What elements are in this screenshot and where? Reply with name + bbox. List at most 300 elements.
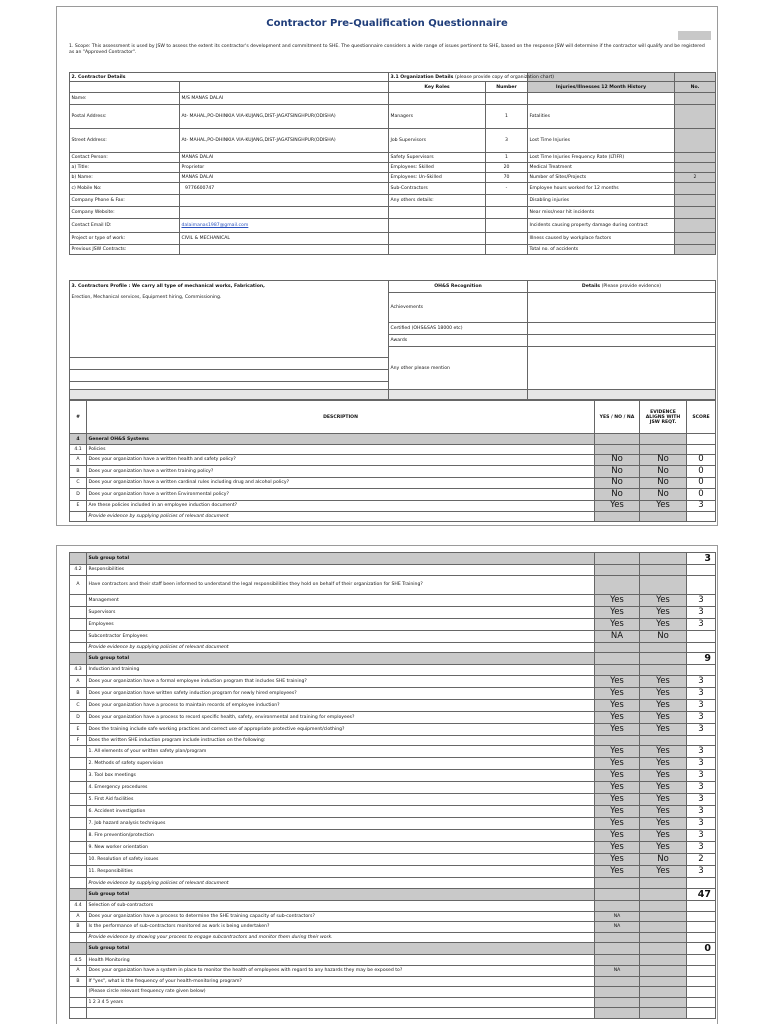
question-row <box>70 866 716 878</box>
row-score: 3 <box>687 770 716 782</box>
role-number <box>486 233 528 245</box>
row-number: B <box>70 687 87 699</box>
row-number <box>70 943 87 955</box>
answer-evidence: Yes <box>640 758 687 770</box>
answer-evidence <box>640 553 687 565</box>
row-number <box>70 1008 87 1019</box>
row-description: Does your organization have a process to record specific health, safety, environmental and training for employees? <box>87 711 595 723</box>
role-label: Employees: Skilled <box>389 163 486 173</box>
question-row <box>70 675 716 687</box>
role-label <box>389 207 486 219</box>
org-details-header: 3.1 Organization Details (please provide copy of organization chart) <box>390 74 555 80</box>
role-number: 70 <box>486 173 528 183</box>
row-number <box>70 594 87 606</box>
answer-evidence: Yes <box>640 500 687 512</box>
answer-evidence <box>640 997 687 1008</box>
answer-evidence <box>640 575 687 594</box>
answer-evidence: Yes <box>640 770 687 782</box>
details-label: Postal Address: <box>70 105 180 129</box>
row-description: Responsibilities <box>87 565 595 576</box>
row-description: 4. Emergency procedures <box>87 782 595 794</box>
answer-evidence: Yes <box>640 594 687 606</box>
injury-label: Employee hours worked for 12 months <box>528 183 675 195</box>
row-number <box>70 830 87 842</box>
answer-evidence <box>640 565 687 576</box>
row-score <box>687 932 716 943</box>
answer-evidence <box>640 987 687 998</box>
row-number: D <box>70 489 87 501</box>
row-score: 3 <box>687 699 716 711</box>
details-value <box>180 245 389 255</box>
row-description: Does your organization have a process to maintain records of employee induction? <box>87 699 595 711</box>
answer-yes-no-na <box>595 1008 640 1019</box>
row-score <box>687 665 716 676</box>
question-row <box>70 911 716 922</box>
injury-count <box>675 219 716 233</box>
row-score: 3 <box>687 687 716 699</box>
answer-evidence: Yes <box>640 723 687 735</box>
row-score <box>687 630 716 642</box>
injury-label: Number of Sites/Projects <box>528 173 675 183</box>
answer-evidence <box>640 922 687 933</box>
row-number <box>70 806 87 818</box>
row-description: Does the training include safe working practices and correct use of appropriate protective equipment/clothing? <box>87 723 595 735</box>
row-description: 8. Fire prevention/protection <box>87 830 595 842</box>
details-label: b) Name: <box>70 173 180 183</box>
injury-label <box>528 93 675 105</box>
row-description: Does your organization have a formal employee induction program that includes SHE training? <box>87 675 595 687</box>
row-score <box>687 965 716 976</box>
row-score <box>687 445 716 455</box>
key-roles-header: Key Roles <box>389 82 486 93</box>
details-row <box>70 183 716 195</box>
answer-yes-no-na: Yes <box>595 806 640 818</box>
details-row <box>70 219 716 233</box>
injury-count <box>675 207 716 219</box>
question-row <box>70 723 716 735</box>
answer-yes-no-na: Yes <box>595 746 640 758</box>
role-label: Employees: Un-Skilled <box>389 173 486 183</box>
answer-evidence: Yes <box>640 794 687 806</box>
 <box>70 82 180 93</box>
injury-count <box>675 195 716 207</box>
question-row <box>70 642 716 653</box>
row-score <box>687 1008 716 1019</box>
row-score <box>687 900 716 911</box>
question-row <box>70 932 716 943</box>
details-label: Previous JSW Contracts: <box>70 245 180 255</box>
answer-yes-no-na: Yes <box>595 854 640 866</box>
row-score <box>687 878 716 889</box>
row-score <box>687 434 716 445</box>
role-label <box>389 219 486 233</box>
row-number <box>70 854 87 866</box>
answer-yes-no-na: Yes <box>595 794 640 806</box>
row-number <box>70 746 87 758</box>
answer-yes-no-na <box>595 575 640 594</box>
details-value: M/S MANAS DALAI <box>180 93 389 105</box>
answer-yes-no-na: Yes <box>595 500 640 512</box>
row-score <box>687 735 716 746</box>
question-row <box>70 565 716 576</box>
answer-evidence <box>640 434 687 445</box>
row-score: 3 <box>687 553 716 565</box>
answer-yes-no-na: No <box>595 454 640 466</box>
details-value: MANAS DALAI <box>180 173 389 183</box>
answer-evidence <box>640 932 687 943</box>
certified-label: Certified (OHS&SAS 18000 etc) <box>389 323 528 335</box>
row-number <box>70 818 87 830</box>
row-number: E <box>70 500 87 512</box>
 <box>675 73 716 82</box>
injury-count <box>675 93 716 105</box>
scope-text: 1. Scope: This assessment is used by JSW to assess the extent its contractor's development and commitment to SHE. The questionnaire considers a wide range of issues pertinent to SHE, based on the response JSW will determine if the contractor will qualify and be registered as an "Approved Contractor". <box>69 44 705 56</box>
row-score: 3 <box>687 842 716 854</box>
questions-table-2 <box>69 552 716 1019</box>
row-number: F <box>70 735 87 746</box>
role-label: Job Supervisors <box>389 129 486 153</box>
role-number: - <box>486 183 528 195</box>
profile-text: Erection, Mechanical services, Equipment hiring, Commissioning. <box>70 293 389 323</box>
injury-label: Near miss/near hit incidents <box>528 207 675 219</box>
answer-evidence: No <box>640 466 687 478</box>
answer-yes-no-na <box>595 653 640 665</box>
role-number: 1 <box>486 153 528 163</box>
awards-label: Awards <box>389 335 528 347</box>
answer-evidence: No <box>640 854 687 866</box>
row-score: 3 <box>687 830 716 842</box>
question-row <box>70 594 716 606</box>
row-score <box>687 911 716 922</box>
row-score: 3 <box>687 782 716 794</box>
col-yes-no-na: YES / NO / NA <box>595 401 640 434</box>
answer-evidence <box>640 512 687 522</box>
answer-evidence: Yes <box>640 675 687 687</box>
question-row <box>70 922 716 933</box>
gray-marker <box>678 31 711 40</box>
injury-count <box>675 153 716 163</box>
row-description: 11. Responsibilities <box>87 866 595 878</box>
details-row <box>70 93 716 105</box>
contractor-details-table <box>69 72 716 255</box>
answer-yes-no-na: Yes <box>595 618 640 630</box>
question-row <box>70 818 716 830</box>
question-row <box>70 489 716 501</box>
details-row <box>70 195 716 207</box>
role-number <box>486 245 528 255</box>
row-description: Does your organization have written safety induction program for newly hired employees? <box>87 687 595 699</box>
row-number: A <box>70 454 87 466</box>
row-score: 3 <box>687 794 716 806</box>
injury-count <box>675 245 716 255</box>
answer-yes-no-na <box>595 932 640 943</box>
question-row <box>70 1008 716 1019</box>
achievements-label: Achievements <box>389 293 528 323</box>
row-description: Does your organization have a system in place to monitor the health of employees with regard to any hazards they may be exposed to? <box>87 965 595 976</box>
row-description: 10. Resolution of safety issues <box>87 854 595 866</box>
row-number <box>70 866 87 878</box>
row-number <box>70 987 87 998</box>
question-row <box>70 454 716 466</box>
row-description: Does the written SHE induction program include instruction on the following: <box>87 735 595 746</box>
row-description: 6. Accident investigation <box>87 806 595 818</box>
row-score <box>687 922 716 933</box>
row-number <box>70 878 87 889</box>
document-title: Contractor Pre-Qualification Questionnaire <box>266 18 508 29</box>
row-score: 47 <box>687 888 716 900</box>
question-row <box>70 687 716 699</box>
answer-yes-no-na: Yes <box>595 711 640 723</box>
row-score <box>687 512 716 522</box>
answer-yes-no-na <box>595 888 640 900</box>
row-description: 5. First Aid facilities <box>87 794 595 806</box>
answer-evidence <box>640 1008 687 1019</box>
answer-yes-no-na <box>595 735 640 746</box>
row-score: 3 <box>687 500 716 512</box>
answer-yes-no-na <box>595 997 640 1008</box>
answer-yes-no-na: No <box>595 489 640 501</box>
answer-evidence: Yes <box>640 606 687 618</box>
injury-label: Lost Time Injuries Frequency Rate (LTIFR) <box>528 153 675 163</box>
role-number <box>486 219 528 233</box>
row-description: Provide evidence by showing your process to engage subcontractors and monitor them during their work. <box>87 932 595 943</box>
answer-yes-no-na <box>595 565 640 576</box>
row-number: C <box>70 699 87 711</box>
row-number: 4.3 <box>70 665 87 676</box>
answer-yes-no-na: Yes <box>595 723 640 735</box>
answer-evidence: Yes <box>640 842 687 854</box>
role-label: Safety Supervisors <box>389 153 486 163</box>
row-number: 4.5 <box>70 955 87 966</box>
answer-yes-no-na: Yes <box>595 606 640 618</box>
row-number: E <box>70 723 87 735</box>
question-row <box>70 955 716 966</box>
details-header: 2. Contractor Details <box>70 73 389 82</box>
question-row <box>70 997 716 1008</box>
answer-evidence <box>640 955 687 966</box>
row-score <box>687 565 716 576</box>
col-evidence: EVIDENCE ALIGNS WITH JSW REQT. <box>640 401 687 434</box>
row-number: A <box>70 575 87 594</box>
question-row <box>70 794 716 806</box>
col-score: SCORE <box>687 401 716 434</box>
answer-yes-no-na <box>595 665 640 676</box>
col-description: DESCRIPTION <box>87 401 595 434</box>
row-number: A <box>70 965 87 976</box>
row-number <box>70 618 87 630</box>
row-description: Is the performance of sub-contractors monitored as work is being undertaken? <box>87 922 595 933</box>
row-score: 3 <box>687 594 716 606</box>
questionnaire-page-2 <box>56 545 718 1024</box>
row-description: Provide evidence by supplying policies of relevant document <box>87 878 595 889</box>
answer-yes-no-na: Yes <box>595 830 640 842</box>
role-number <box>486 93 528 105</box>
contractor-profile-table <box>69 280 716 400</box>
answer-yes-no-na: NA <box>595 630 640 642</box>
row-description: Subcontractor Employees <box>87 630 595 642</box>
question-row <box>70 806 716 818</box>
injury-label: Lost Time Injuries <box>528 129 675 153</box>
question-row <box>70 699 716 711</box>
details-label: Project or type of work: <box>70 233 180 245</box>
answer-yes-no-na <box>595 976 640 987</box>
answer-evidence: Yes <box>640 687 687 699</box>
answer-yes-no-na: No <box>595 466 640 478</box>
row-description: Provide evidence by supplying policies of relevant document <box>87 512 595 522</box>
row-description: 7. Job hazard analysis techniques <box>87 818 595 830</box>
row-score: 2 <box>687 854 716 866</box>
question-row <box>70 965 716 976</box>
row-score: 3 <box>687 746 716 758</box>
answer-yes-no-na: Yes <box>595 842 640 854</box>
question-row <box>70 477 716 489</box>
question-row <box>70 653 716 665</box>
answer-yes-no-na <box>595 512 640 522</box>
answer-evidence <box>640 653 687 665</box>
row-number <box>70 758 87 770</box>
answer-yes-no-na: Yes <box>595 866 640 878</box>
injury-count: 2 <box>675 173 716 183</box>
row-score: 3 <box>687 675 716 687</box>
row-number <box>70 642 87 653</box>
details-label: a) Title: <box>70 163 180 173</box>
answer-evidence: Yes <box>640 818 687 830</box>
answer-yes-no-na <box>595 445 640 455</box>
row-score: 3 <box>687 866 716 878</box>
row-number <box>70 653 87 665</box>
row-score <box>687 642 716 653</box>
row-description: Does your organization have a written cardinal rules including drug and alcohol policy? <box>87 477 595 489</box>
row-description: Provide evidence by supplying policies of relevant document <box>87 642 595 653</box>
row-description: Health Monitoring <box>87 955 595 966</box>
question-row <box>70 606 716 618</box>
question-row <box>70 782 716 794</box>
role-number: 3 <box>486 129 528 153</box>
other-mention-label: Any other please mention <box>389 347 528 390</box>
row-description: Sub group total <box>87 888 595 900</box>
answer-evidence: Yes <box>640 866 687 878</box>
row-description: If "yes", what is the frequency of your health-monitoring program? <box>87 976 595 987</box>
answer-yes-no-na: Yes <box>595 594 640 606</box>
details-label: Contact Person: <box>70 153 180 163</box>
details-label: Name: <box>70 93 180 105</box>
row-description: Does your organization have a written Environmental policy? <box>87 489 595 501</box>
row-score: 3 <box>687 806 716 818</box>
answer-yes-no-na: Yes <box>595 699 640 711</box>
row-number: B <box>70 466 87 478</box>
injury-label: Total no. of accidents <box>528 245 675 255</box>
injury-count <box>675 183 716 195</box>
row-description: Are these policies included in an employee induction document? <box>87 500 595 512</box>
question-row <box>70 553 716 565</box>
answer-evidence <box>640 911 687 922</box>
row-number: B <box>70 976 87 987</box>
details-value: Proprietor <box>180 163 389 173</box>
row-score <box>687 987 716 998</box>
row-number <box>70 842 87 854</box>
row-description: Sub group total <box>87 653 595 665</box>
question-row <box>70 665 716 676</box>
question-row <box>70 758 716 770</box>
answer-evidence: Yes <box>640 711 687 723</box>
details-row <box>70 129 716 153</box>
row-score: 0 <box>687 477 716 489</box>
answer-evidence <box>640 943 687 955</box>
answer-yes-no-na <box>595 987 640 998</box>
details-label: Company Phone & Fax: <box>70 195 180 207</box>
row-score: 0 <box>687 943 716 955</box>
row-score: 9 <box>687 653 716 665</box>
answer-yes-no-na <box>595 900 640 911</box>
details-label: Contact Email ID: <box>70 219 180 233</box>
details-value: At- MAHAL,PO-DHINKIA VIA-KUJANG,DIST-JAGATSINGHPUR(ODISHA) <box>180 105 389 129</box>
role-label <box>389 233 486 245</box>
row-description: 3. Tool box meetings <box>87 770 595 782</box>
question-row <box>70 746 716 758</box>
answer-yes-no-na: No <box>595 477 640 489</box>
row-number: C <box>70 477 87 489</box>
answer-yes-no-na: Yes <box>595 770 640 782</box>
injury-label: Disabling injuries <box>528 195 675 207</box>
answer-evidence: Yes <box>640 782 687 794</box>
details-value: CIVIL & MECHANICAL <box>180 233 389 245</box>
row-description: Does your organization have a written training policy? <box>87 466 595 478</box>
question-row <box>70 630 716 642</box>
row-number: D <box>70 711 87 723</box>
row-description <box>87 1008 595 1019</box>
row-number <box>70 630 87 642</box>
role-label: Managers <box>389 105 486 129</box>
answer-evidence <box>640 976 687 987</box>
row-score: 0 <box>687 466 716 478</box>
role-label: Sub-Contractors <box>389 183 486 195</box>
answer-yes-no-na: Yes <box>595 675 640 687</box>
answer-evidence: No <box>640 454 687 466</box>
answer-evidence: Yes <box>640 746 687 758</box>
answer-yes-no-na <box>595 943 640 955</box>
row-number: 4 <box>70 434 87 445</box>
answer-yes-no-na: Yes <box>595 782 640 794</box>
role-label <box>389 245 486 255</box>
answer-yes-no-na <box>595 642 640 653</box>
details-value: dalaimanas1987@gmail.com <box>180 219 389 233</box>
question-row <box>70 854 716 866</box>
answer-yes-no-na: Yes <box>595 687 640 699</box>
role-number <box>486 195 528 207</box>
role-number <box>486 207 528 219</box>
row-description: Sub group total <box>87 943 595 955</box>
details-value <box>180 195 389 207</box>
question-row <box>70 618 716 630</box>
row-score: 3 <box>687 618 716 630</box>
row-number: B <box>70 922 87 933</box>
row-number: A <box>70 911 87 922</box>
number-header: Number <box>486 82 528 93</box>
row-score: 3 <box>687 723 716 735</box>
 <box>180 82 389 93</box>
details-label: c) Mobile No: <box>70 183 180 195</box>
answer-yes-no-na: Yes <box>595 818 640 830</box>
question-row <box>70 512 716 522</box>
answer-evidence: Yes <box>640 806 687 818</box>
question-row <box>70 943 716 955</box>
row-description: Does your organization have a written health and safety policy? <box>87 454 595 466</box>
injury-count <box>675 129 716 153</box>
role-number: 1 <box>486 105 528 129</box>
details-row <box>70 173 716 183</box>
answer-yes-no-na <box>595 553 640 565</box>
question-row <box>70 830 716 842</box>
